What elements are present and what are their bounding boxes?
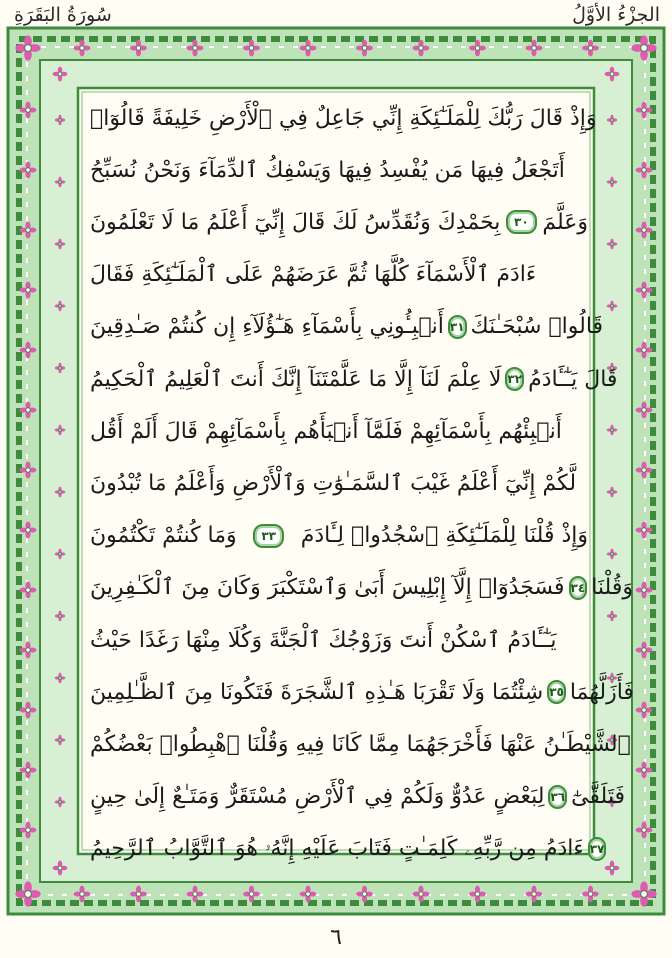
text-line xyxy=(90,562,633,614)
flower-center xyxy=(26,108,30,112)
flower-center xyxy=(59,677,62,680)
flower-center xyxy=(642,168,646,172)
flower-center xyxy=(306,46,310,50)
verse-text: بِحَمْدِكَ وَنُقَدِّسُ لَكَ قَالَ إِنِّيٓ أَعْلَمُ مَا لَا تَعْلَمُونَ xyxy=(90,209,501,235)
flower-center xyxy=(26,168,30,172)
verse-text: ءَادَمَ ٱلْأَسْمَآءَ كُلَّهَا ثُمَّ عَرَضَهُمْ عَلَى ٱلْمَلَـٰٓئِكَةِ فَقَالَ xyxy=(90,262,537,288)
flower-center xyxy=(249,46,253,50)
flower-center xyxy=(641,891,648,898)
ayah-number-marker: ٣٠ xyxy=(506,210,537,234)
flower-center xyxy=(59,305,62,308)
flower-center xyxy=(193,46,197,50)
flower-center xyxy=(419,46,423,50)
flower-center xyxy=(642,348,646,352)
verse-text: أَنۢبِـُٔونِي بِأَسْمَآءِ هَـٰٓؤُلَآءِ إِن كُنتُمْ صَـٰدِقِينَ xyxy=(90,314,444,340)
flower-center xyxy=(59,739,62,742)
text-line xyxy=(90,771,625,823)
text-line xyxy=(90,718,631,770)
flower-center xyxy=(610,866,614,870)
flower-center xyxy=(641,45,648,52)
verse-text: لِبَعْضٍ عَدُوٌّ وَلَكُمْ فِي ٱلْأَرْضِ مُسْتَقَرٌّ وَمَتَـٰعٌ إِلَىٰ حِينٍ xyxy=(90,784,545,810)
verse-text: ءَادَمُ مِن رَّبِّهِۦ كَلِمَـٰتٍ فَتَابَ عَلَيْهِ إِنَّهُۥ هُوَ ٱلتَّوَّابُ ٱلرَّحِيمُ xyxy=(90,836,584,862)
flower-center xyxy=(610,72,614,76)
text-line xyxy=(90,405,588,457)
flower-center xyxy=(532,892,536,896)
flower-center xyxy=(26,588,30,592)
flower-center xyxy=(642,108,646,112)
flower-center xyxy=(59,181,62,184)
verse-text: شِئْتُمَا وَلَا تَقْرَبَا هَـٰذِهِ ٱلشَّجَرَةَ فَتَكُونَا مِنَ ٱلظَّـٰلِمِينَ xyxy=(90,679,544,705)
flower-center xyxy=(532,46,536,50)
ayah-number-marker: ٣٤ xyxy=(569,576,588,600)
verse-text: وَإِذْ قَالَ رَبُّكَ لِلْمَلَـٰٓئِكَةِ إِنِّي جَاعِلٌ فِي ٱلْأَرْضِ خَلِيفَةً قَالُوٓا۟ xyxy=(90,105,597,131)
flower-center xyxy=(26,528,30,532)
flower-center xyxy=(642,588,646,592)
verse-text: أَنۢبِئْهُم بِأَسْمَآئِهِمْ فَلَمَّآ أَنۢبَأَهُم بِأَسْمَآئِهِمْ قَالَ أَلَمْ أَقُل xyxy=(90,418,562,444)
flower-center xyxy=(59,801,62,804)
ayah-number-marker: ٣٥ xyxy=(547,680,566,704)
flower-center xyxy=(642,768,646,772)
text-line xyxy=(90,196,588,248)
flower-center xyxy=(26,768,30,772)
flower-center xyxy=(642,528,646,532)
flower-center xyxy=(611,491,614,494)
ayah-number-marker: ٣١ xyxy=(448,315,467,339)
flower-center xyxy=(58,72,62,76)
quran-text-panel xyxy=(90,92,634,879)
flower-center xyxy=(588,892,592,896)
flower-center xyxy=(26,288,30,292)
flower-center xyxy=(80,892,84,896)
text-line xyxy=(90,249,588,301)
flower-center xyxy=(193,892,197,896)
ayah-number-marker: ٣٧ xyxy=(588,837,607,861)
verse-text: وَمَا كُنتُمْ تَكْتُمُونَ xyxy=(90,523,237,549)
flower-center xyxy=(26,708,30,712)
flower-center xyxy=(642,228,646,232)
verse-text: أَتَجْعَلُ فِيهَا مَن يُفْسِدُ فِيهَا وَيَسْفِكُ ٱلدِّمَآءَ وَنَحْنُ نُسَبِّحُ xyxy=(90,157,565,183)
flower-center xyxy=(642,408,646,412)
flower-center xyxy=(642,648,646,652)
flower-center xyxy=(25,45,32,52)
juz-title: الجزْءُ الأوَّلُ xyxy=(572,4,660,26)
flower-center xyxy=(80,46,84,50)
text-line xyxy=(90,144,588,196)
text-line xyxy=(90,614,588,666)
flower-center xyxy=(475,892,479,896)
verse-text: قَالَ يَـٰٓـَٔادَمُ xyxy=(528,366,618,392)
verse-text: وَعَلَّمَ xyxy=(542,209,588,235)
text-line xyxy=(90,92,597,144)
flower-center xyxy=(588,46,592,50)
text-line xyxy=(90,457,588,509)
flower-center xyxy=(26,408,30,412)
flower-center xyxy=(136,46,140,50)
flower-center xyxy=(136,892,140,896)
flower-center xyxy=(26,228,30,232)
flower-center xyxy=(59,119,62,122)
flower-center xyxy=(59,553,62,556)
flower-center xyxy=(362,892,366,896)
verse-text: لَّكُمْ إِنِّيٓ أَعْلَمُ غَيْبَ ٱلسَّمَـٰوَٰتِ وَٱلْأَرْضِ وَأَعْلَمُ مَا تُبْدُونَ xyxy=(90,470,577,496)
verse-text: وَإِذْ قُلْنَا لِلْمَلَـٰٓئِكَةِ ٱسْجُدُوا۟ لِـَٔادَمَ xyxy=(300,523,588,549)
ayah-number-marker: ٣٢ xyxy=(505,367,524,391)
verse-text: قَالُوا۟ سُبْحَـٰنَكَ xyxy=(470,314,604,340)
page-number: ٦ xyxy=(330,925,342,950)
verse-text: ٱلشَّيْطَـٰنُ عَنْهَا فَأَخْرَجَهُمَا مِمَّا كَانَا فِيهِ وَقُلْنَا ٱهْبِطُوا۟ بَعْضُكُمْ xyxy=(90,731,631,757)
flower-center xyxy=(59,243,62,246)
flower-center xyxy=(611,429,614,432)
verse-text: فَسَجَدُوٓا۟ إِلَّآ إِبْلِيسَ أَبَىٰ وَٱسْتَكْبَرَ وَكَانَ مِنَ ٱلْكَـٰفِرِينَ xyxy=(90,575,565,601)
flower-center xyxy=(59,615,62,618)
surah-title: سُورَةُ البَقَرَةِ xyxy=(14,4,112,26)
flower-center xyxy=(475,46,479,50)
flower-center xyxy=(59,491,62,494)
ayah-number-marker: ٣٦ xyxy=(548,785,567,809)
flower-center xyxy=(58,866,62,870)
flower-center xyxy=(642,708,646,712)
ayah-number-marker: ٣٣ xyxy=(253,524,284,548)
verse-text: فَتَلَقَّىٰٓ xyxy=(571,784,625,810)
flower-center xyxy=(642,828,646,832)
flower-center xyxy=(611,243,614,246)
text-line xyxy=(90,301,604,353)
flower-center xyxy=(306,892,310,896)
flower-center xyxy=(26,648,30,652)
flower-center xyxy=(611,553,614,556)
flower-center xyxy=(611,615,614,618)
verse-text: وَقُلْنَا xyxy=(591,575,633,601)
verse-text: لَا عِلْمَ لَنَآ إِلَّا مَا عَلَّمْتَنَآ إِنَّكَ أَنتَ ٱلْعَلِيمُ ٱلْحَكِيمُ xyxy=(90,366,502,392)
flower-center xyxy=(642,288,646,292)
flower-center xyxy=(26,348,30,352)
flower-center xyxy=(26,828,30,832)
flower-center xyxy=(59,367,62,370)
verse-text: فَأَزَلَّهُمَا xyxy=(569,679,634,705)
text-line xyxy=(90,353,618,405)
flower-center xyxy=(362,46,366,50)
flower-center xyxy=(249,892,253,896)
text-line xyxy=(90,666,634,718)
flower-center xyxy=(419,892,423,896)
text-line xyxy=(90,823,605,875)
flower-center xyxy=(642,468,646,472)
text-line xyxy=(90,510,588,562)
flower-center xyxy=(611,181,614,184)
flower-center xyxy=(59,429,62,432)
flower-center xyxy=(611,305,614,308)
flower-center xyxy=(26,468,30,472)
flower-center xyxy=(25,891,32,898)
verse-text: يَـٰٓـَٔادَمُ ٱسْكُنْ أَنتَ وَزَوْجُكَ ٱلْجَنَّةَ وَكُلَا مِنْهَا رَغَدًا حَيْثُ xyxy=(90,627,557,653)
flower-center xyxy=(611,119,614,122)
